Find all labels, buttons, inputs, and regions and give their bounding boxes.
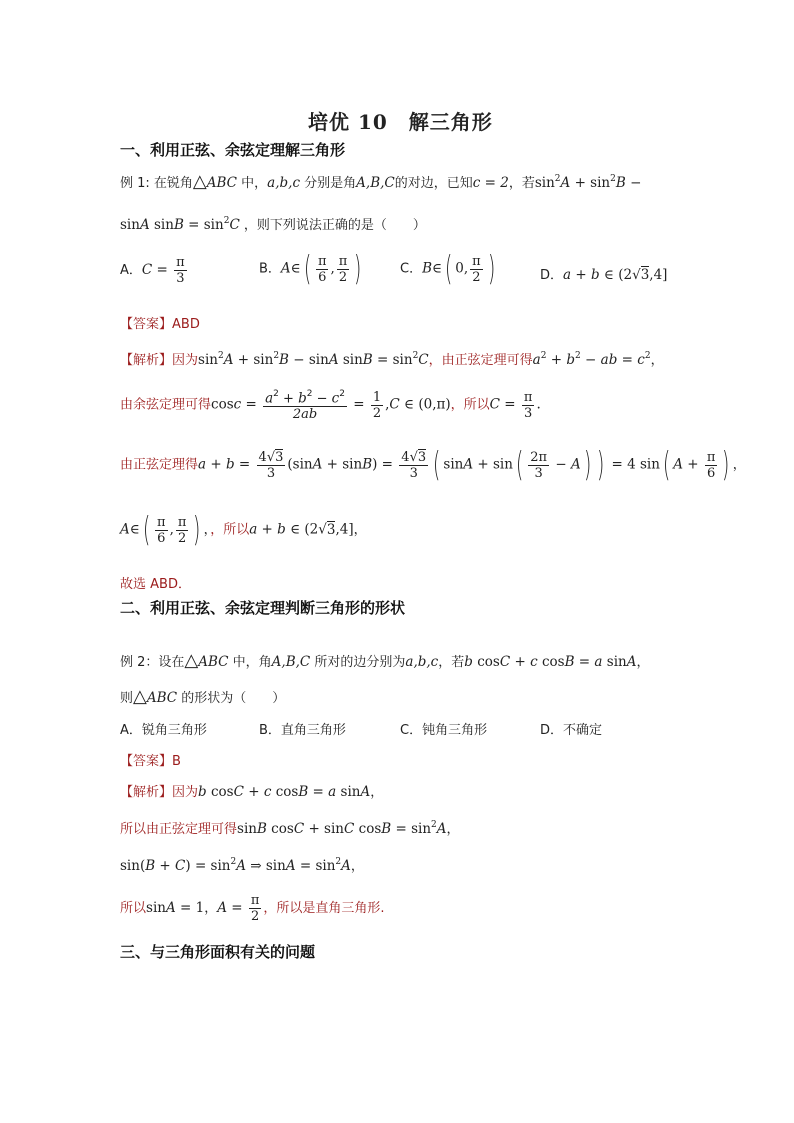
example-2-option-d: D．不确定 [540, 723, 603, 738]
example-2-analysis-3: $\sin(B + C) = \sin^2A$ ⇒ $\sin A = \sin^2A$， [120, 856, 364, 874]
example-1-option-c: C．B∈( 0, $\frac{\pi}{2}$ ) [400, 249, 495, 289]
example-1-line-1: 例 1: 在锐角△ABC 中，a,b,c 分别是角A,B,C的对边，已知c = 2，若$\sin^2A + \sin^2B$ − [120, 171, 642, 192]
example-1-line-2: sinA $\sin B = \sin^2C$ ，则下列说法正确的是（ ） [120, 215, 426, 233]
example-2-line-2: 则△ABC 的形状为（ ） [120, 686, 286, 707]
example-2-analysis-1: 【解析】因为b cosC + c cosB = a sinA， [120, 784, 384, 800]
section-1-heading: 一、利用正弦、余弦定理解三角形 [120, 141, 346, 159]
example-1-option-a: A．C = $\frac{\pi}{3}$ [120, 255, 185, 286]
example-2-option-a: A．锐角三角形 [120, 723, 207, 738]
example-2-analysis-2: 所以由正弦定理可得sinB cosC + sinC $\cos B = \sin^2A$， [120, 819, 460, 837]
example-1-analysis-1: 【解析】因为$\sin^2A + \sin^2B - \sin A$ $\sin B = \sin^2C$，由正弦定理可得$a^2 + b^2$ − ab = $c^2$， [120, 350, 664, 368]
example-2-line-1: 例 2：设在△ABC 中，角A,B,C 所对的边分别为a,b,c，若b cosC + c cosB = a sinA， [120, 650, 650, 671]
section-2-heading: 二、利用正弦、余弦定理判断三角形的形状 [120, 599, 406, 617]
example-1-option-b: B．A∈( $\frac{\pi}{6}$ , $\frac{\pi}{2}$ ) [259, 249, 362, 289]
example-1-analysis-3: 由正弦定理得a + b = $\frac{4√3}{3}$ (sinA + sinB) = $\frac{4√3}{3}$ ( sinA + sin( $\frac{2\pi}{3}$ − A) ) = 4 sin( A + $\frac{\pi}{6}$ ) ， [120, 445, 746, 485]
section-3-heading: 三、与三角形面积有关的问题 [120, 943, 316, 961]
example-1-analysis-4: A∈( $\frac{\pi}{6}$ , $\frac{\pi}{2}$ ) ，，所以a + b ∈ (2√3,4]， [120, 510, 367, 550]
example-2-option-b: B．直角三角形 [259, 723, 346, 738]
example-1-answer: 【答案】ABD [120, 317, 200, 332]
example-2-analysis-4: 所以sinA = 1，A = $\frac{\pi}{2}$ ，所以是直角三角形. [120, 893, 385, 924]
example-1-analysis-2: 由余弦定理可得cosc = $\frac{a^2 + b^2 - c^2}{2ab}$ = $\frac{1}{2}$ ,C ∈ (0,π)，所以C = $\frac{\pi}{3}$ . [120, 389, 541, 423]
page-title: 培优 10 解三角形 [308, 110, 493, 134]
example-2-answer: 【答案】B [120, 754, 181, 769]
example-1-option-d: D．a + b ∈ (2√3,4] [540, 267, 668, 283]
example-2-option-c: C．钝角三角形 [400, 723, 488, 738]
example-1-final: 故选 ABD． [120, 577, 191, 592]
